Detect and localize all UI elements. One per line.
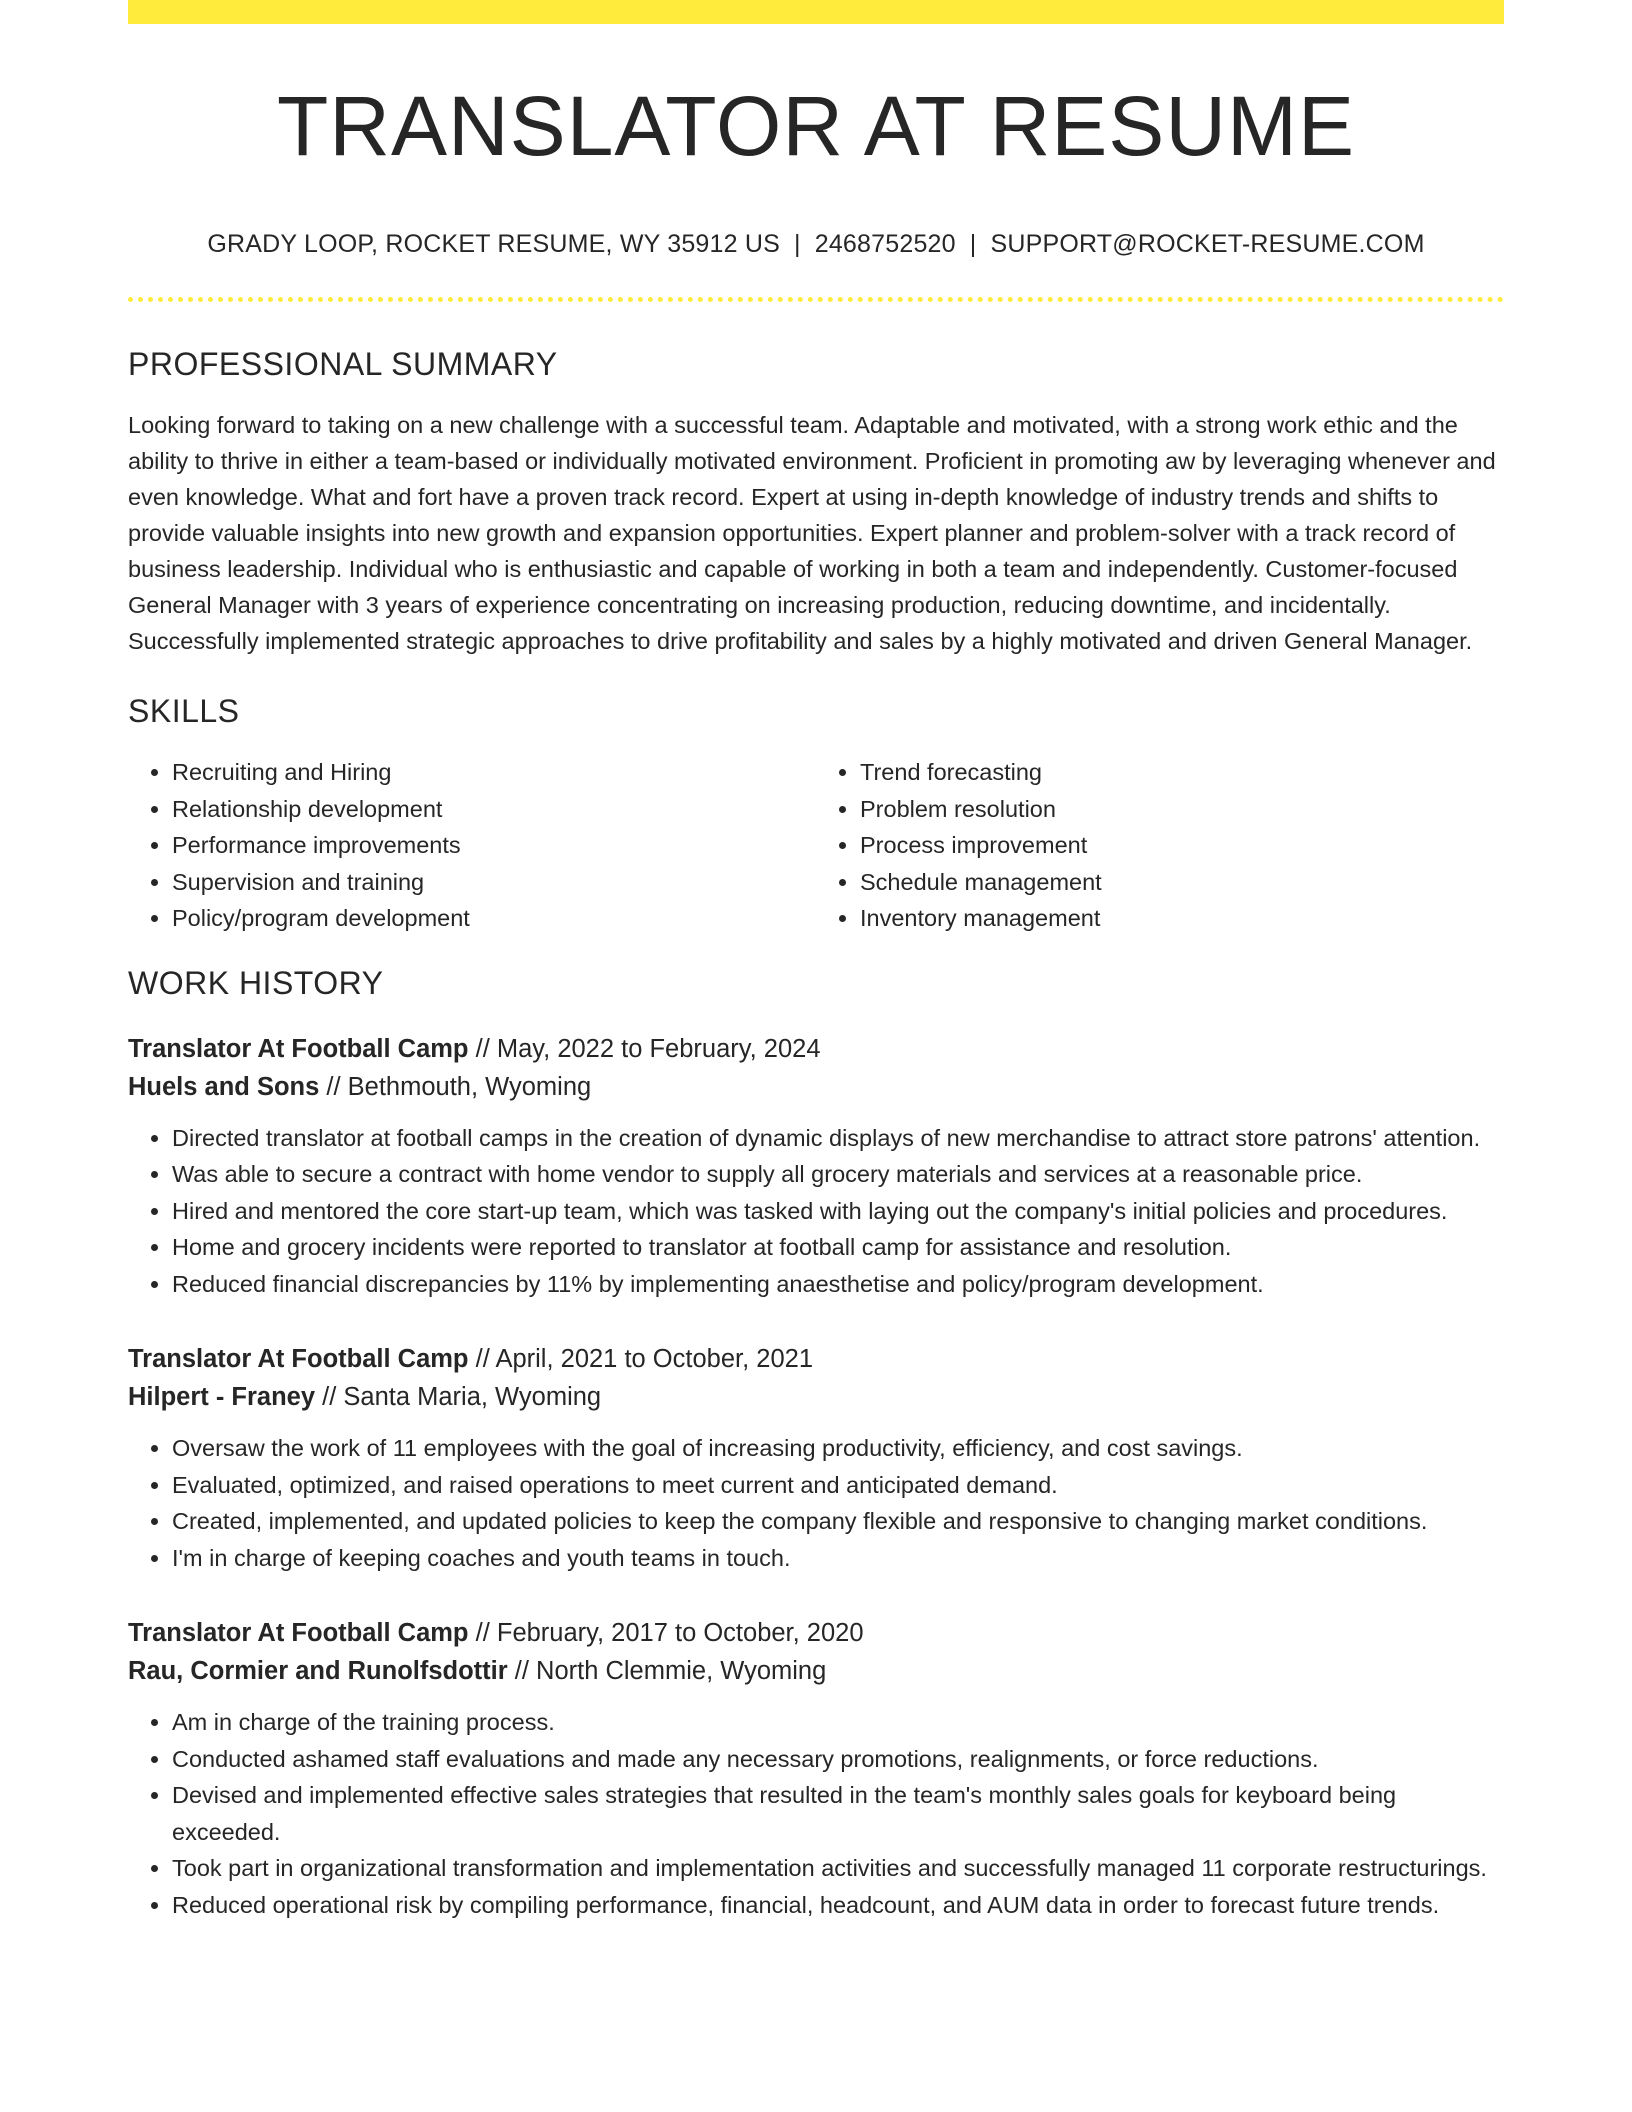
job-bullet: • Created, implemented, and updated policies to keep the company flexible and responsive to changing market conditions.: [172, 1503, 1504, 1540]
job-bullets: [128, 1120, 1504, 1303]
job-company: Hilpert - Franey: [128, 1383, 316, 1412]
resume-content: [128, 24, 1504, 1923]
job-bullets: [128, 1704, 1504, 1923]
job-dates: // April, 2021 to October, 2021: [475, 1345, 813, 1374]
job-bullet: • Conducted ashamed staff evaluations and made any necessary promotions, realignments, or force reductions.: [172, 1741, 1504, 1778]
job-entry: [128, 1614, 1504, 1923]
skill-item: • Trend forecasting: [860, 754, 1504, 791]
skills-list-right: [816, 754, 1504, 937]
skill-item: • Supervision and training: [172, 864, 816, 901]
job-bullet: • Oversaw the work of 11 employees with the goal of increasing productivity, efficiency, and cost savings.: [172, 1430, 1504, 1467]
skill-item: • Recruiting and Hiring: [172, 754, 816, 791]
job-dates: // February, 2017 to October, 2020: [475, 1619, 864, 1648]
job-company-line: [128, 1068, 1504, 1106]
contact-email: SUPPORT@ROCKET-RESUME.COM: [990, 230, 1425, 259]
skill-item: • Process improvement: [860, 827, 1504, 864]
work-history-heading: WORK HISTORY: [128, 964, 384, 1001]
job-entry: [128, 1340, 1504, 1576]
job-bullet: • Hired and mentored the core start-up team, which was tasked with laying out the company's initial policies and procedures.: [172, 1193, 1504, 1230]
contact-separator: |: [969, 230, 977, 259]
skill-item: • Relationship development: [172, 791, 816, 828]
skills-list-left: [128, 754, 816, 937]
job-bullet: • Evaluated, optimized, and raised operations to meet current and anticipated demand.: [172, 1467, 1504, 1504]
skill-item: • Performance improvements: [172, 827, 816, 864]
job-company: Rau, Cormier and Runolfsdottir: [128, 1657, 508, 1686]
job-bullet: • Reduced operational risk by compiling performance, financial, headcount, and AUM data in order to forecast future trends.: [172, 1887, 1504, 1924]
job-company: Huels and Sons: [128, 1072, 320, 1101]
job-bullet: • Devised and implemented effective sales strategies that resulted in the team's monthly sales goals for keyboard being exceeded.: [172, 1777, 1504, 1850]
job-bullet: • Was able to secure a contract with home vendor to supply all grocery materials and services at a reasonable price.: [172, 1156, 1504, 1193]
job-title-line: [128, 1614, 1504, 1652]
job-bullet: • Reduced financial discrepancies by 11% by implementing anaesthetise and policy/program development.: [172, 1266, 1504, 1303]
job-location: // Santa Maria, Wyoming: [322, 1383, 602, 1412]
dotted-divider: [128, 297, 1504, 302]
summary-text: Looking forward to taking on a new challenge with a successful team. Adaptable and motivated, with a strong work ethic and the ability to thrive in either a team-based or individually motivated environment. Proficient in promoting aw by leveraging whenever and even knowledge. What and fort have a proven track record. Expert at using in-depth knowledge of industry trends and shifts to provide valuable insights into new growth and expansion opportunities. Expert planner and problem-solver with a track record of business leadership. Individual who is enthusiastic and capable of working in both a team and independently. Customer-focused General Manager with 3 years of experience concentrating on increasing production, reducing downtime, and incidentally. Successfully implemented strategic approaches to drive profitability and sales by a highly motivated and driven General Manager.: [128, 412, 1496, 655]
skill-item: • Schedule management: [860, 864, 1504, 901]
job-bullet: • Directed translator at football camps in the creation of dynamic displays of new merchandise to attract store patrons' attention.: [172, 1120, 1504, 1157]
job-entry: [128, 1030, 1504, 1303]
job-title-line: [128, 1030, 1504, 1068]
skill-item: • Policy/program development: [172, 900, 816, 937]
job-bullets: [128, 1430, 1504, 1576]
job-bullet: • Home and grocery incidents were reported to translator at football camp for assistance and resolution.: [172, 1229, 1504, 1266]
job-location: // Bethmouth, Wyoming: [326, 1072, 592, 1101]
job-bullet: • Took part in organizational transformation and implementation activities and successfully managed 11 corporate restructurings.: [172, 1850, 1504, 1887]
skills-heading: SKILLS: [128, 693, 240, 730]
resume-title: TRANSLATOR AT RESUME: [277, 79, 1355, 173]
job-position: Translator At Football Camp: [128, 1034, 469, 1063]
skill-item: • Inventory management: [860, 900, 1504, 937]
job-location: // North Clemmie, Wyoming: [514, 1657, 827, 1686]
contact-line: [128, 230, 1504, 259]
skill-item: • Problem resolution: [860, 791, 1504, 828]
accent-top-bar: [128, 0, 1504, 24]
job-position: Translator At Football Camp: [128, 1619, 469, 1648]
job-company-line: [128, 1652, 1504, 1690]
job-dates: // May, 2022 to February, 2024: [475, 1034, 821, 1063]
summary-heading: PROFESSIONAL SUMMARY: [128, 346, 558, 383]
job-position: Translator At Football Camp: [128, 1345, 469, 1374]
job-bullet: • Am in charge of the training process.: [172, 1704, 1504, 1741]
skills-columns: [128, 754, 1504, 937]
job-bullet: • I'm in charge of keeping coaches and youth teams in touch.: [172, 1540, 1504, 1577]
contact-address: GRADY LOOP, ROCKET RESUME, WY 35912 US: [207, 230, 781, 259]
contact-phone: 2468752520: [814, 230, 956, 259]
job-title-line: [128, 1340, 1504, 1378]
job-company-line: [128, 1378, 1504, 1416]
contact-separator: |: [794, 230, 801, 259]
